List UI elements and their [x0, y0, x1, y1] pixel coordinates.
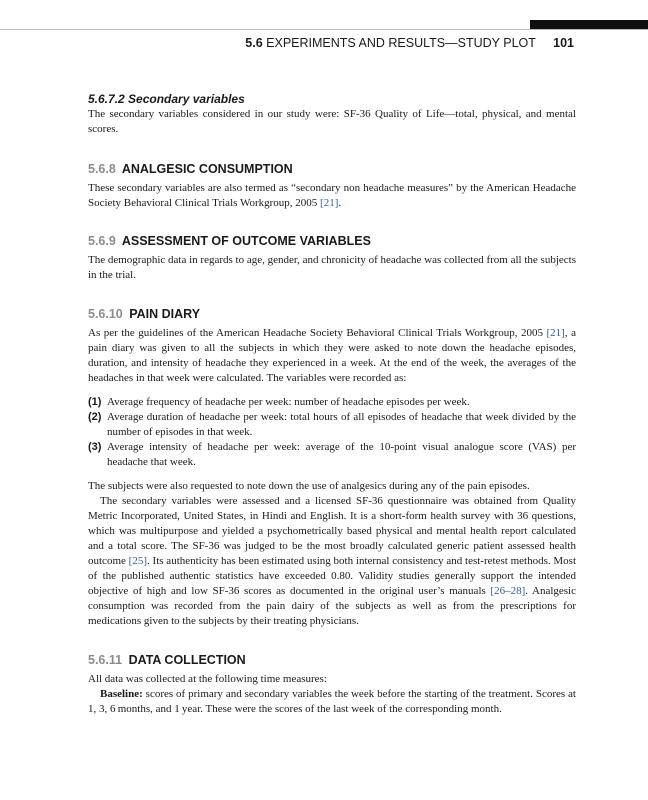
para-analgesics-note: The subjects were also requested to note down the use of analgesics during any of the pain episodes.	[88, 480, 530, 492]
text-run: , a pain diary was given to all the subjects in which they were asked to note down the headache episodes, duration, and intensity of headache they experienced in a week. At the end of the week, the averages of the headaches in that week were calculated. The variables were recorded as:	[88, 327, 577, 384]
section-number: 5.6.11	[88, 653, 123, 667]
list-item-number: (1)	[88, 396, 102, 408]
section-number: 5.6.9	[88, 234, 116, 248]
text-run: These secondary variables are also termed as “secondary non headache measures” by the American Headache Society Behavioral Clinical Trials Workgroup, 2005	[88, 182, 576, 209]
para-baseline	[88, 687, 576, 717]
heading-assessment-outcome-variables	[88, 234, 576, 248]
text-run: . Its authenticity has been estimated using both internal consistency and test-retest methods. Most of the published authentic statistics have exceeded 0.80. Validity studies generally support the intended objective of high and low SF-36 scores as documented in the original user’s manuals	[88, 555, 576, 597]
citation-link[interactable]: [25]	[128, 555, 147, 567]
variables-list	[88, 395, 576, 470]
list-item	[88, 440, 576, 470]
baseline-label: Baseline:	[100, 688, 143, 700]
list-item	[88, 395, 576, 410]
list-item-text: Average frequency of headache per week: number of headache episodes per week.	[107, 396, 470, 408]
para-pain-diary-intro	[88, 326, 576, 386]
list-item-text: Average duration of headache per week: total hours of all episodes of headache that week divided by the number of episodes in that week.	[107, 411, 576, 438]
text-run: . Analgesic consumption was recorded from the pain dairy of the subjects as well as from the prescriptions for medications given to the subjects by their treating physicians.	[88, 585, 576, 627]
page-content	[88, 92, 576, 717]
running-head	[245, 36, 574, 50]
list-item-text: Average intensity of headache per week: average of the 10-point visual analogue score (VAS) per headache that week.	[107, 441, 576, 468]
text-run: .	[338, 197, 342, 209]
text-run: As per the guidelines of the American Headache Society Behavioral Clinical Trials Workgroup, 2005	[88, 327, 547, 339]
citation-link[interactable]: [26–28]	[490, 585, 526, 597]
para-assessment-outcome-variables: The demographic data in regards to age, gender, and chronicity of headache was collected from all the subjects in the trial.	[88, 254, 576, 281]
running-head-title: EXPERIMENTS AND RESULTS—STUDY PLOT	[266, 36, 536, 50]
list-item-number: (2)	[88, 411, 102, 423]
para-secondary-variables: The secondary variables considered in our study were: SF-36 Quality of Life—total, physical, and mental scores.	[88, 108, 576, 135]
para-analgesic-consumption	[88, 181, 576, 211]
section-number: 5.6.10	[88, 307, 123, 321]
text-run: scores of primary and secondary variables the week before the starting of the treatment. Scores at 1, 3, 6 months, and 1 year. These were the scores of the last week of the corresponding month.	[88, 688, 576, 715]
section-title: ANALGESIC CONSUMPTION	[121, 162, 293, 176]
heading-pain-diary	[88, 307, 576, 321]
section-title: DATA COLLECTION	[128, 653, 246, 667]
section-title: PAIN DIARY	[129, 307, 201, 321]
heading-secondary-variables: 5.6.7.2 Secondary variables	[88, 92, 245, 106]
heading-analgesic-consumption	[88, 162, 576, 176]
list-item-number: (3)	[88, 441, 102, 453]
section-title: ASSESSMENT OF OUTCOME VARIABLES	[121, 234, 371, 248]
citation-link[interactable]: [21]	[546, 327, 565, 339]
running-head-section-number: 5.6	[245, 36, 263, 50]
para-data-collection-intro: All data was collected at the following time measures:	[88, 673, 327, 685]
list-item	[88, 410, 576, 440]
page-number: 101	[553, 36, 574, 50]
header-rule	[0, 29, 648, 30]
section-number: 5.6.8	[88, 162, 116, 176]
heading-data-collection	[88, 653, 576, 667]
citation-link[interactable]: [21]	[320, 197, 339, 209]
para-sf36	[88, 494, 576, 629]
text-run: The secondary variables were assessed and a licensed SF-36 questionnaire was obtained from Quality Metric Incorporated, United States, in Hindi and English. It is a short-form health survey with 36 questions, which was multipurpose and yielded a psychometrically based physical and mental health report calculated and a total score. The SF-36 was judged to be the most broadly calculated generic patient assessed health outcome	[88, 495, 576, 567]
